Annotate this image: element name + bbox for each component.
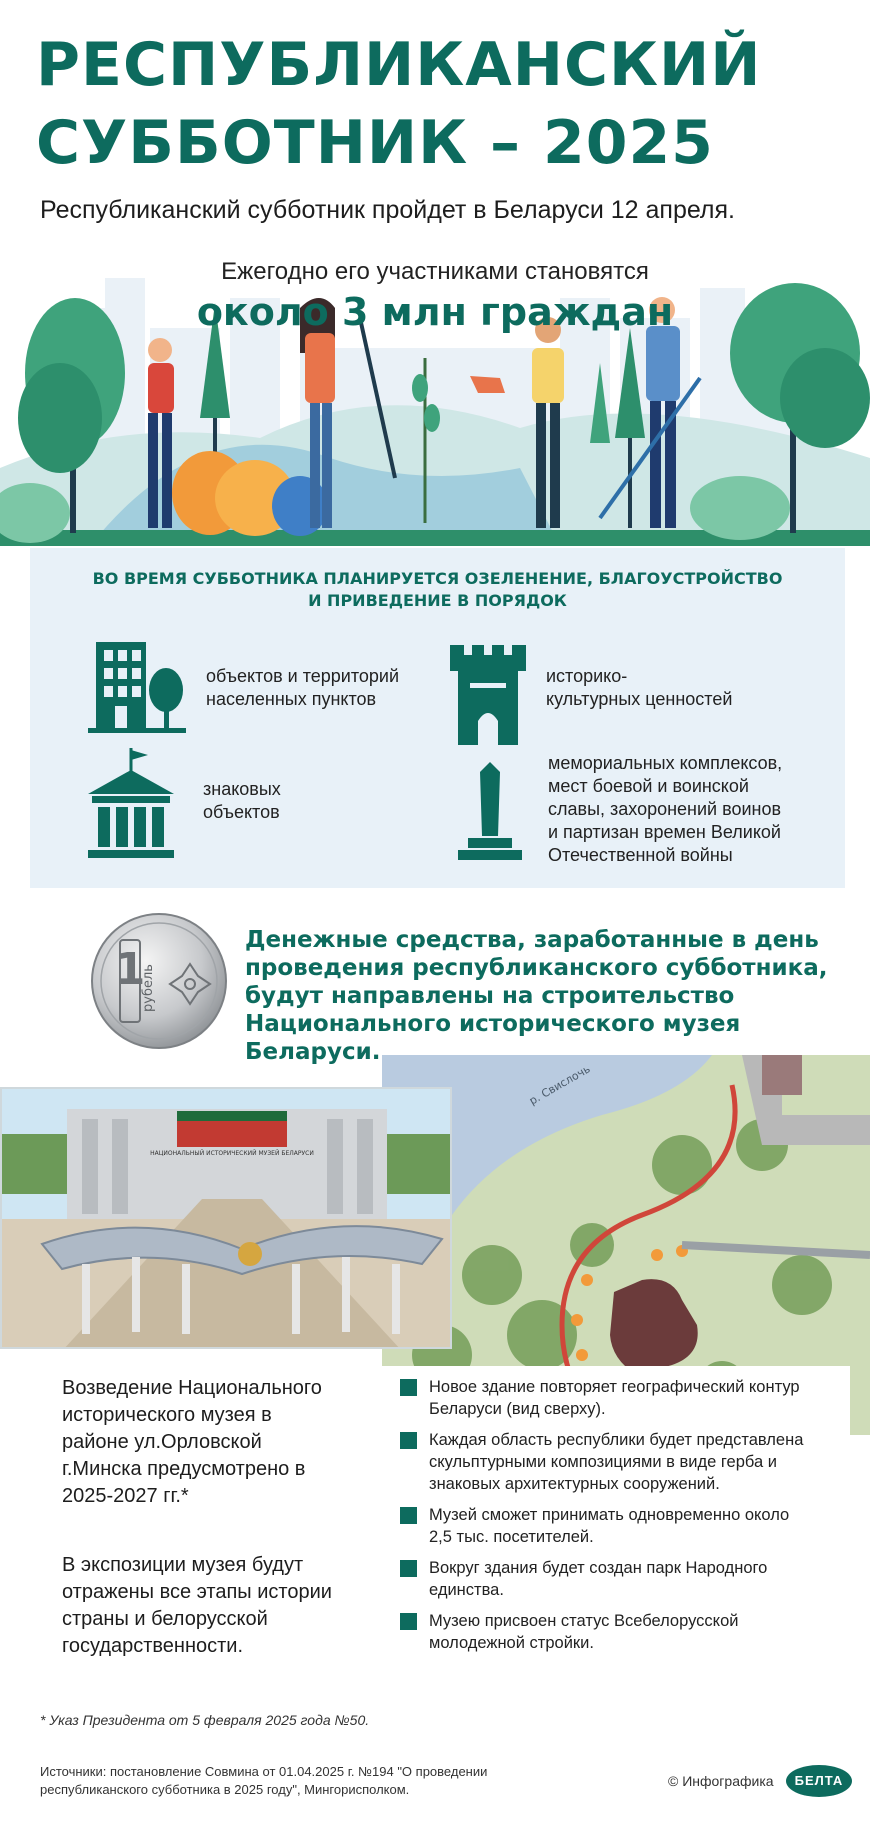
- bullet-square-icon: [400, 1432, 417, 1449]
- subtitle: Республиканский субботник пройдет в Беларуси 12 апреля.: [40, 196, 735, 224]
- plan-item-4-text: мемориальных комплексов, мест боевой и воинской славы, захоронений воинов и партизан времен Великой Отечественной войны: [548, 753, 783, 865]
- sources: Источники: постановление Совмина от 01.04.2025 г. №194 "О проведении республиканского субботника в 2025 году", Мингорисполком.: [40, 1764, 488, 1797]
- museum-render-photo: [0, 1087, 452, 1349]
- title-line-2: СУББОТНИК – 2025: [36, 108, 714, 178]
- coin-icon: [90, 912, 228, 1050]
- plan-item-1-text: объектов и территорий населенных пунктов: [206, 666, 400, 709]
- castle-tower-icon: [450, 645, 526, 745]
- coin-value: 1: [114, 944, 146, 995]
- page-title: [36, 26, 856, 182]
- belta-logo: БЕЛТА: [786, 1765, 852, 1797]
- obelisk-icon: [454, 762, 526, 862]
- bullet-square-icon: [400, 1379, 417, 1396]
- public-building-icon: [88, 748, 174, 860]
- title-line-1: РЕСПУБЛИКАНСКИЙ: [36, 30, 762, 100]
- plan-item-3-text: знаковых объектов: [203, 779, 281, 822]
- fact-item: Новое здание повторяет географический контур Беларуси (вид сверху).: [400, 1376, 850, 1420]
- fact-item: Музею присвоен статус Всебелорусской молодежной стройки.: [400, 1610, 850, 1654]
- lead-highlight: около 3 млн граждан: [196, 290, 674, 334]
- construction-text: Возведение Национального исторического музея в районе ул.Орловской г.Минска предусмотрено в 2025-2027 гг.*: [62, 1377, 322, 1507]
- fact-item: Вокруг здания будет создан парк Народного единства.: [400, 1557, 850, 1601]
- exposition-text: В экспозиции музея будут отражены все этапы истории страны и белорусской государственности.: [62, 1554, 332, 1657]
- bullet-square-icon: [400, 1560, 417, 1577]
- fact-item: Музей сможет принимать одновременно около 2,5 тыс. посетителей.: [400, 1504, 850, 1548]
- fact-item: Каждая область республики будет представлена скульптурными композициями в виде герба и знаковых архитектурных сооружений.: [400, 1429, 850, 1495]
- bullet-square-icon: [400, 1507, 417, 1524]
- museum-banner-text: НАЦИОНАЛЬНЫЙ ИСТОРИЧЕСКИЙ МУЗЕЙ БЕЛАРУСИ: [150, 1150, 314, 1157]
- infographic-credit: © Инфографика: [668, 1773, 774, 1789]
- footnote: * Указ Президента от 5 февраля 2025 года №50.: [40, 1712, 370, 1728]
- building-tree-icon: [88, 640, 186, 738]
- coin-label: рубель: [141, 964, 156, 1012]
- bullet-square-icon: [400, 1613, 417, 1630]
- plans-heading-line-2: И ПРИВЕДЕНИЕ В ПОРЯДОК: [308, 591, 567, 610]
- plans-heading: [30, 568, 845, 612]
- money-statement: Денежные средства, заработанные в день проведения республиканского субботника, будут направлены на строительство Национального исторического музея Беларуси.: [245, 927, 828, 1065]
- museum-facts-list: [380, 1366, 850, 1673]
- lead-text: Ежегодно его участниками становятся: [221, 258, 649, 285]
- plan-item-2-text: историко- культурных ценностей: [546, 666, 733, 709]
- plans-heading-line-1: ВО ВРЕМЯ СУББОТНИКА ПЛАНИРУЕТСЯ ОЗЕЛЕНЕНИЕ, БЛАГОУСТРОЙСТВО: [92, 569, 783, 588]
- river-label: р. Свислочь: [527, 1062, 593, 1108]
